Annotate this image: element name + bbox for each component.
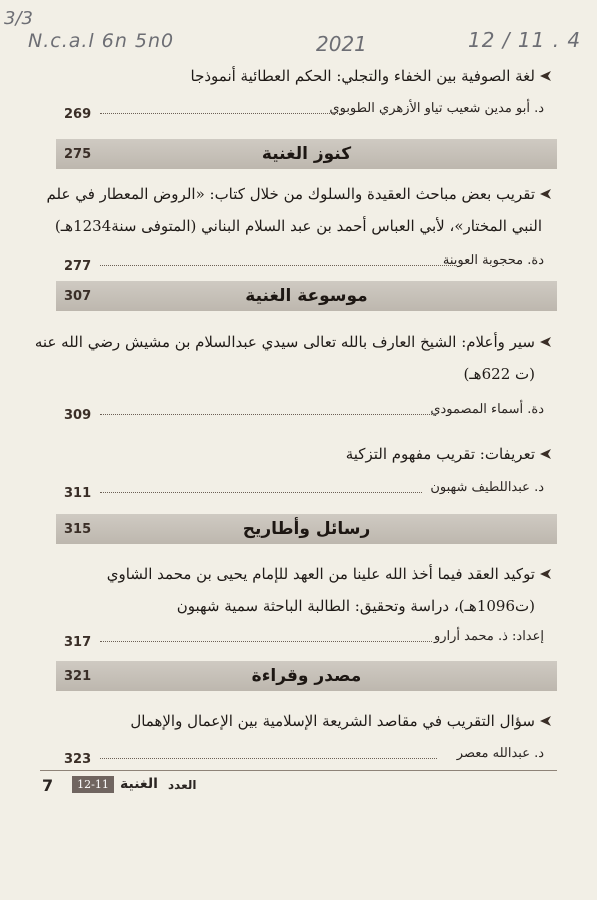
leader-dots — [100, 492, 422, 493]
section-title: رسائل وأطاريح — [242, 519, 371, 539]
entry-page-number: 311 — [64, 486, 92, 501]
issue-badge: 12-11 — [72, 776, 114, 793]
bullet-icon — [539, 70, 552, 83]
entry-author: دة. أسماء المصمودي — [430, 402, 544, 417]
leader-dots — [100, 641, 432, 642]
bullet-icon — [539, 448, 552, 461]
leader-dots — [100, 265, 457, 266]
section-band — [56, 514, 557, 544]
entry-author: د. أبو مدين شعيب تياو الأزهري الطوبوي — [329, 101, 544, 116]
leader-dots — [100, 414, 432, 415]
section-page-number: 315 — [64, 522, 92, 537]
entry-title-line: لغة الصوفية بين الخفاء والتجلي: الحكم العطائية أنموذجا — [190, 67, 535, 85]
handwritten-corner-note: 3/3 — [4, 8, 33, 29]
entry-title-line: تعريفات: تقريب مفهوم التزكية — [345, 445, 535, 463]
footer-page-number: 7 — [42, 776, 54, 795]
section-band — [56, 661, 557, 691]
entry-page-number: 317 — [64, 635, 92, 650]
entry-title-line: سؤال التقريب في مقاصد الشريعة الإسلامية بين الإعمال والإهمال — [130, 712, 535, 730]
leader-dots — [100, 758, 437, 759]
entry-page-number: 277 — [64, 259, 92, 274]
entry-title-line: (ت 622هـ) — [463, 365, 535, 383]
section-title: مصدر وقراءة — [251, 666, 362, 686]
handwritten-code: N.c.a.l 6n 5n0 — [28, 30, 175, 52]
section-title: كنوز الغنية — [261, 144, 352, 164]
entry-title-line: (ت1096هـ)، دراسة وتحقيق: الطالبة الباحثة سمية شهبون — [176, 597, 535, 615]
entry-title-line: النبي المختار»، لأبي العباس أحمد بن عبد السلام البناني (المتوفى سنة1234هـ) — [54, 217, 542, 235]
footer-rule — [40, 770, 557, 771]
bullet-icon — [539, 568, 552, 581]
leader-dots — [100, 113, 342, 114]
entry-title-line: تقريب بعض مباحث العقيدة والسلوك من خلال كتاب: «الروض المعطار في علم — [46, 185, 535, 203]
entry-author: دة. محجوبة العوينة — [442, 253, 544, 268]
footer-issue-label: العدد — [168, 778, 197, 792]
entry-page-number: 323 — [64, 752, 92, 767]
section-page-number: 275 — [64, 147, 92, 162]
entry-author: إعداد: ذ. محمد أرارو — [433, 629, 544, 644]
section-band — [56, 281, 557, 311]
entry-page-number: 309 — [64, 408, 92, 423]
section-band — [56, 139, 557, 169]
entry-title-line: سير وأعلام: الشيخ العارف بالله تعالى سيدي عبدالسلام بن مشيش رضي الله عنه — [34, 333, 535, 351]
entry-author: د. عبداللطيف شهبون — [430, 480, 544, 495]
entry-title-line: توكيد العقد فيما أخذ الله علينا من العهد للإمام يحيى بن محمد الشاوي — [106, 565, 535, 583]
bullet-icon — [539, 336, 552, 349]
entry-page-number: 269 — [64, 107, 92, 122]
magazine-logo: الغنية — [120, 776, 158, 792]
section-title: موسوعة الغنية — [245, 286, 368, 306]
section-page-number: 307 — [64, 289, 92, 304]
bullet-icon — [539, 188, 552, 201]
handwritten-date: 12 / 11 . 4 — [468, 28, 582, 52]
handwritten-year: 2021 — [316, 32, 367, 56]
entry-author: د. عبدالله معصر — [456, 746, 544, 761]
section-page-number: 321 — [64, 669, 92, 684]
bullet-icon — [539, 715, 552, 728]
